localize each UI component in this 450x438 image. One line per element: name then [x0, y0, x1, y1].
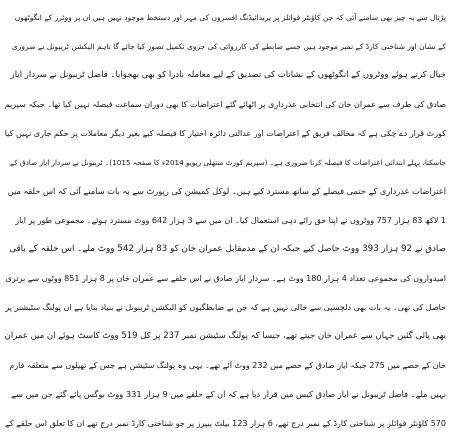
article-line: حاصل کی تھی۔ یہ بات بھی دلچسپی سے خالی نہیں ہے کہ جن بے ضابطگیوں کو الیکشن ٹریبونل نے بنیاد بنایا ہے ان پولنگ سٹیشنز پر [5, 303, 446, 312]
article-line: صادق کی طرف سے عمران خان کی انتخابی عذرداری پر اٹھائے گئے اعتراضات کا بھی دوران سماعت فیصلہ نہیں کیا تھا۔ جبکہ سپریم [4, 100, 446, 109]
article-line: اعتراضات عذرداری کے حتمی فیصلے کے ساتھ مسترد کیے ہیں۔ لوکل کمیشن کی رپورٹ سے یہ بات سامنے آئی کہ اس حلقہ میں [7, 186, 446, 196]
article-line: خان کے حصے میں 275 جبکہ ایاز صادق کے حصے میں 232 ووٹ آئے تھے۔ یہی وہ پولنگ سٹیشن ہے جس کے تھیلوں سے متعلقہ فارم [9, 361, 446, 370]
article-line: کورٹ قرار دے چکی ہے کہ مخالف فریق کے اعتراضات اور عدالتی دائرہ اختیار کا فیصلہ کیے بغیر دیگر معاملات پر حکم جاری نہیں کیا [4, 129, 446, 138]
article-line: صادق نے 92 ہزار 393 ووٹ حاصل کیے جبکہ ان کے مدمقابل عمران خان کو 83 ہزار 542 ووٹ ملے۔ اس حلقہ کے باقی [9, 244, 446, 254]
article-line: جاسکتا، پہلے ابتدائی اعتراضات کا فیصلہ کرنا ضروری ہے۔ (سپریم کورٹ منتھلی ریویو 2014ء کا صفحہ 1015)۔ ٹریبونل نے سردار ایاز صادق کے [9, 158, 446, 167]
article-line: نہیں ملے۔ فاضل ٹریبونل نے ایاز صادق کیس میں قرار دیا ہے کہ ان کے حلقے میں 9 ہزار 331 ووٹ بوگس پائے گئے جن میں سے [11, 389, 446, 399]
article-line: خیال کرتے ہوئے ووٹروں کے انگوٹھوں کے نشانات کی تصدیق کے لیے معاملہ نادرا کو بھی بھجوایا۔ فاضل ٹریبونل نے سردار ایاز [10, 70, 446, 80]
article-line: بھی پائی گئیں جہاں سے عمران خان جیتے تھے، جیسا کہ پولنگ سٹیشن نمبر 237 پر کل 519 ووٹ کاسٹ ہوئے ان میں عمران [4, 331, 446, 341]
article-line: کے نشان اور شناختی کارڈ کے نمبر موجود ہیں جسے ضابطے کی کارروائی کی جزوی تکمیل تصور کیا جائے گا تاہم الیکشن ٹریبونل نے ضروری [11, 42, 446, 51]
article-line: امیدواروں کی مجموعی تعداد 4 ہزار 180 ووٹ ہے۔ سردار ایاز صادق نے اس حلقے سے عمران خان پر 8 ہزار 851 ووٹوں سے برتری [5, 274, 446, 283]
article-line: 570 کاؤنٹر فوائلز پر شناختی کارڈ کے نمبر درج تھے، 6 ہزار 123 بیلٹ پیپرز پر جو شناختی کارڈ نمبر درج تھے ان کا تعلق اس حلقے کے [5, 419, 446, 428]
article-text [4, 3, 446, 438]
article-line: پڑتال سے یہ چیز بھی سامنے آئی کہ جن کاؤنٹر فوائلز پر پریذائیڈنگ افسروں کی مہر اور دستخط موجود نہیں ہیں ان پر ووٹرز کے انگوٹھوں [14, 13, 446, 22]
article-line: 1 لاکھ 83 ہزار 757 ووٹروں نے اپنا حق رائے دہی استعمال کیا۔ ان میں سے 3 ہزار 642 ووٹ مسترد ہوئے۔ مجموعی طور پر ایاز [15, 216, 446, 225]
